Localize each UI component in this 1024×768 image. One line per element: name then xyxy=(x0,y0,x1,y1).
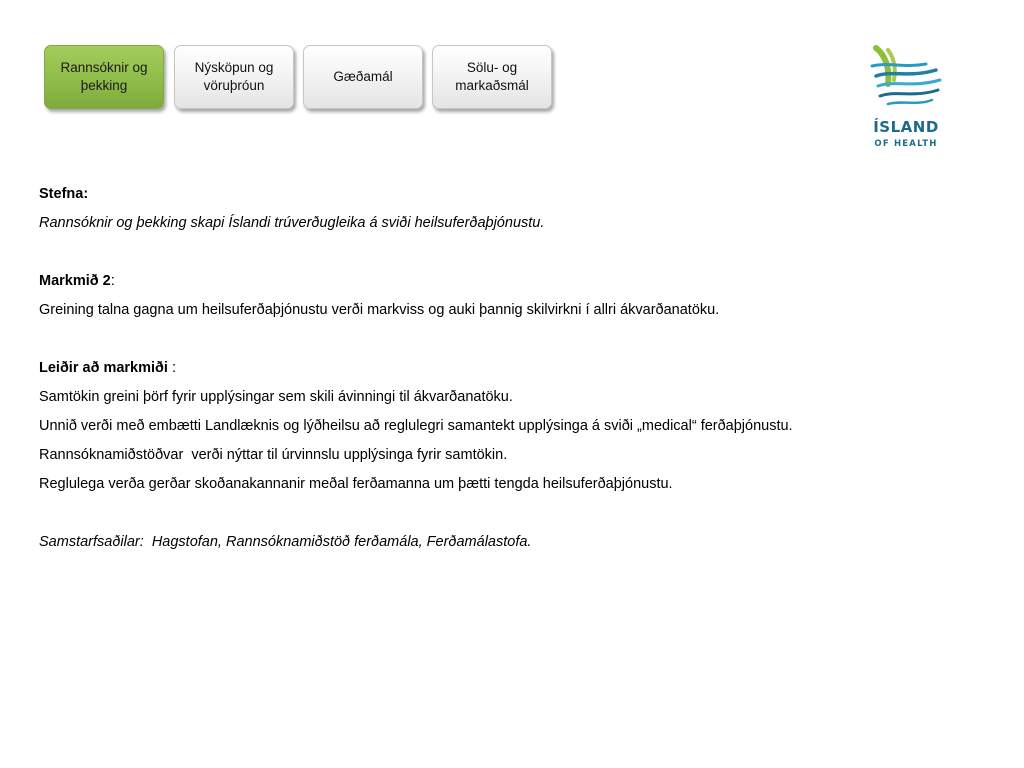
tab-innovation-product-development[interactable] xyxy=(174,45,294,109)
slide-body xyxy=(39,180,989,557)
goal-heading-label: Markmið 2 xyxy=(39,273,111,289)
tab-label-line1: Sölu- og xyxy=(466,60,518,75)
tab-sales-marketing[interactable] xyxy=(432,45,552,109)
partners-label: Samstarfsaðilar: xyxy=(39,534,144,550)
tab-research-knowledge[interactable] xyxy=(44,45,164,109)
tab-label-line1: Nýsköpun og xyxy=(194,60,274,75)
goal-heading-colon: : xyxy=(110,273,115,289)
tab-label-line2: markaðsmál xyxy=(455,78,529,93)
partners-text: Hagstofan, Rannsóknamiðstöð ferðamála, Ferðamálastofa. xyxy=(143,534,532,550)
means-heading-colon: : xyxy=(167,360,176,376)
means-item: Rannsóknamiðstöðvar verði nýttar til úrvinnslu upplýsinga fyrir samtökin. xyxy=(39,447,508,463)
policy-text: Rannsóknir og þekking skapi Íslandi trúverðugleika á sviði heilsuferðaþjónustu. xyxy=(39,215,545,231)
goal-heading xyxy=(39,267,989,296)
island-of-health-logo xyxy=(866,44,946,156)
tab-label-line2: þekking xyxy=(80,78,128,93)
logo-subtitle: OF HEALTH xyxy=(874,139,938,149)
policy-heading: Stefna: xyxy=(39,186,89,202)
logo-mark-icon xyxy=(866,44,946,118)
partners-line xyxy=(39,528,989,557)
tab-label-line1: Gæðamál xyxy=(333,69,393,84)
goal-text: Greining talna gagna um heilsuferðaþjónustu verði markviss og auki þannig skilvirkni í allri ákvarðanatöku. xyxy=(39,302,720,318)
tab-quality[interactable] xyxy=(303,45,423,109)
means-heading xyxy=(39,354,989,383)
tab-label-line1: Rannsóknir og xyxy=(60,60,148,75)
means-item: Reglulega verða gerðar skoðanakannanir meðal ferðamanna um þætti tengda heilsuferðaþjónustu. xyxy=(39,476,673,492)
tab-label-line2: vöruþróun xyxy=(203,78,265,93)
means-item: Unnið verði með embætti Landlæknis og lýðheilsu að reglulegri samantekt upplýsinga á sviði „medical“ ferðaþjónustu. xyxy=(39,418,793,434)
means-heading-label: Leiðir að markmiði xyxy=(39,360,168,376)
means-item: Samtökin greini þörf fyrir upplýsingar sem skili ávinningi til ákvarðanatöku. xyxy=(39,389,513,405)
logo-wordmark: ÍSLAND xyxy=(873,118,939,136)
